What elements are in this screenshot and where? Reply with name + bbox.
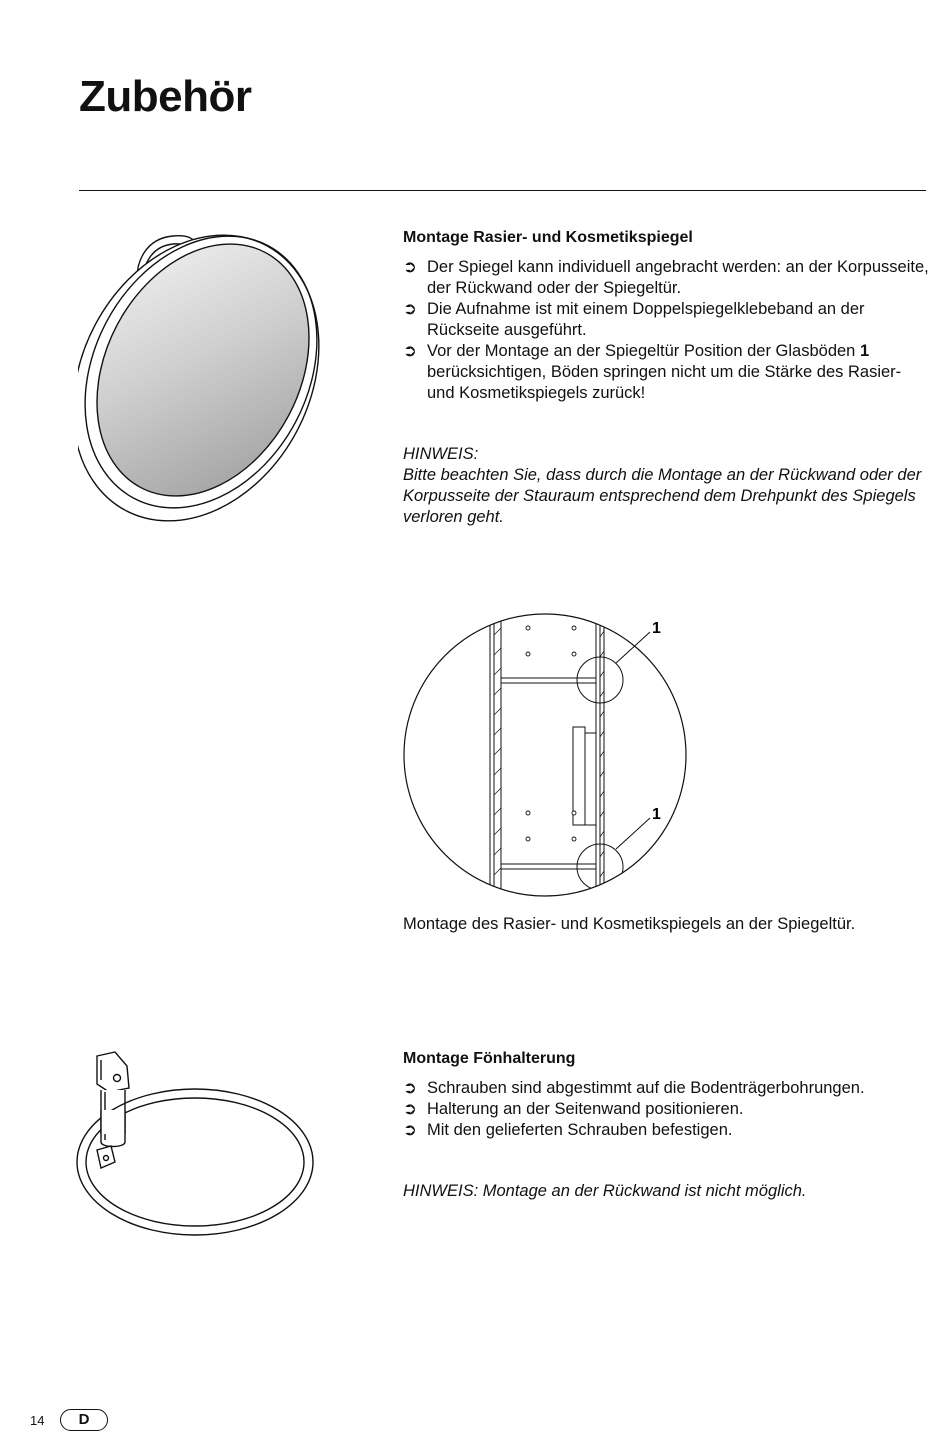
language-badge: D [60,1409,108,1431]
callout-label-bottom: 1 [652,806,661,823]
bullet-text: Halterung an der Seitenwand positionieren. [427,1100,744,1118]
callout-label-top: 1 [652,620,661,637]
list-item [403,1120,933,1141]
arrow-right-icon: ➲ [403,1100,417,1118]
bullet-text: Der Spiegel kann individuell angebracht werden: an der Korpusseite, der Rückwand oder der Spiegeltür. [427,258,929,297]
mirror-bullet-list [403,257,933,404]
page-number: 14 [30,1413,45,1428]
arrow-right-icon: ➲ [403,1079,417,1097]
arrow-right-icon: ➲ [403,1121,417,1139]
note-label: HINWEIS: [403,445,479,463]
bullet-text: Schrauben sind abgestimmt auf die Bodenträgerbohrungen. [427,1079,865,1097]
list-item [403,1078,933,1099]
dryer-section [403,1050,933,1202]
dryer-bullet-list [403,1078,933,1141]
arrow-right-icon: ➲ [403,258,417,276]
mirror-section [403,229,933,528]
bullet-text: Die Aufnahme ist mit einem Doppelspiegelklebeband an der Rückseite ausgeführt. [427,300,865,339]
header-rule [79,190,926,191]
list-item [403,299,933,341]
list-item [403,1099,933,1120]
bullet-text-before: Vor der Montage an der Spiegeltür Position der Glasböden [427,342,860,360]
list-item [403,257,933,299]
bullet-text: Mit den gelieferten Schrauben befestigen. [427,1121,733,1139]
page-title: Zubehör [79,72,252,121]
bullet-text-after: berücksichtigen, Böden springen nicht um die Stärke des Rasier- und Kosmetikspiegels zurück! [427,363,902,402]
cosmetic-mirror-illustration [78,230,323,530]
arrow-right-icon: ➲ [403,342,417,360]
list-item [403,341,933,404]
diagram-caption: Montage des Rasier- und Kosmetikspiegels an der Spiegeltür. [403,915,856,933]
dryer-note: HINWEIS: Montage an der Rückwand ist nicht möglich. [403,1182,807,1200]
bullet-bold-ref: 1 [859,342,870,360]
dryer-heading: Montage Fönhalterung [403,1050,576,1067]
note-text: Bitte beachten Sie, dass durch die Montage an der Rückwand oder der Korpusseite der Stauraum entsprechend dem Drehpunkt des Spiegels verloren geht. [403,466,922,526]
hairdryer-holder-illustration [75,1050,320,1240]
arrow-right-icon: ➲ [403,300,417,318]
mirror-heading: Montage Rasier- und Kosmetikspiegel [403,229,693,246]
door-detail-diagram [400,605,700,905]
